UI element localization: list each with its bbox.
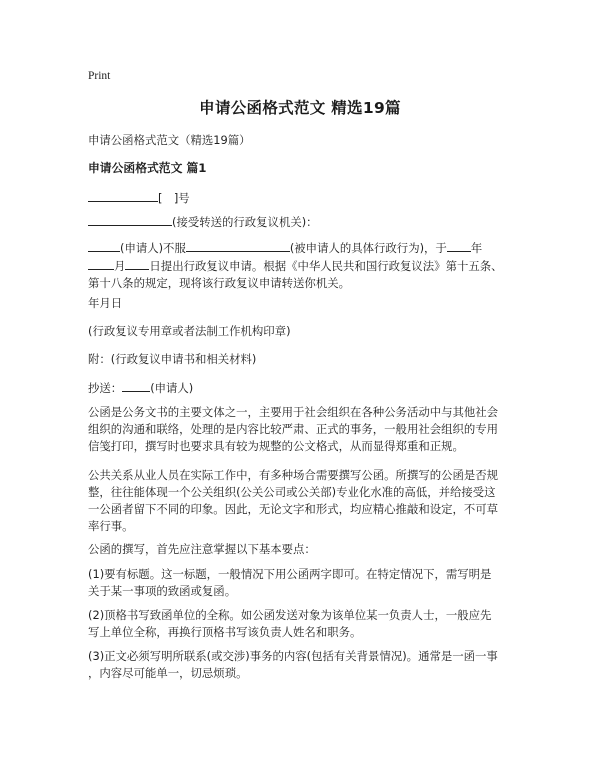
list-item-1 bbox=[88, 566, 520, 600]
blank-field bbox=[186, 239, 290, 252]
paragraph-line: 公函是公务文书的主要文体之一，主要用于社会组织在各种公务活动中与其他社会 bbox=[88, 405, 499, 419]
blank-field bbox=[88, 213, 172, 226]
blank-field bbox=[88, 189, 158, 202]
cc-tail: (申请人) bbox=[150, 381, 194, 395]
paragraph-line: 率行事。 bbox=[88, 519, 134, 533]
blank-field bbox=[88, 257, 114, 270]
blank-field bbox=[447, 239, 471, 252]
number-line bbox=[88, 189, 520, 207]
paragraph-text: 第十八条的规定，现将该行政复议申请转送你机关。 bbox=[88, 276, 350, 290]
list-item-2 bbox=[88, 607, 520, 641]
paragraph-text: 日提出行政复议申请。根据《中华人民共和国行政复议法》第十五条、 bbox=[149, 259, 503, 273]
seal-line: (行政复议专用章或者法制工作机构印章) bbox=[88, 324, 291, 338]
recipient-line bbox=[88, 213, 520, 231]
list-item-line: ，内容尽可能单一，切忌烦琐。 bbox=[88, 666, 248, 680]
section-heading: 申请公函格式范文 篇1 bbox=[88, 161, 207, 175]
applicant-text: (申请人)不服 bbox=[120, 241, 186, 255]
paragraph-forwarding bbox=[88, 239, 520, 292]
paragraph-points-intro: 公函的撰写，首先应注意掌握以下基本要点： bbox=[88, 542, 316, 556]
list-item-line: (3)正文必须写明所联系(或交涉)事务的内容(包括有关背景情况)。通常是一函一事 bbox=[88, 649, 498, 663]
paragraph-line: 一公函者留下不同的印象。因此，无论文字和形式，均应精心推敲和设定，不可草 bbox=[88, 502, 499, 516]
document-subtitle: 申请公函格式范文（精选19篇） bbox=[88, 133, 251, 147]
blank-field bbox=[122, 379, 150, 392]
print-label: Print bbox=[88, 70, 111, 82]
number-line-text: [ ]号 bbox=[158, 191, 190, 205]
list-item-line: (1)要有标题。这一标题，一般情况下用公函两字即可。在特定情况下，需写明是 bbox=[88, 567, 492, 581]
document-title: 申请公函格式范文 精选19篇 bbox=[199, 99, 401, 117]
cc-line bbox=[88, 379, 520, 397]
list-item-line: 关于某一事项的致函或复函。 bbox=[88, 584, 237, 598]
paragraph-line: 信笺打印，撰写时也要求具有较为规整的公文格式，从而显得郑重和正规。 bbox=[88, 439, 464, 453]
recipient-line-text: (接受转送的行政复议机关)： bbox=[172, 215, 318, 229]
paragraph-intro bbox=[88, 404, 520, 455]
list-item-3 bbox=[88, 648, 520, 682]
paragraph-line: 整，往往能体现一个公关组织(公关公司或公关部)专业化水准的高低，并给接受这 bbox=[88, 485, 496, 499]
year-text: 年 bbox=[470, 241, 483, 255]
date-line: 年月日 bbox=[88, 296, 123, 310]
paragraph-line: 公共关系从业人员在实际工作中，有多种场合需要撰写公函。所撰写的公函是否规 bbox=[88, 468, 499, 482]
paragraph-pr bbox=[88, 467, 520, 535]
cc-label: 抄送： bbox=[88, 381, 123, 395]
month-text: 月 bbox=[114, 259, 126, 273]
list-item-line: (2)顶格书写致函单位的全称。如公函发送对象为该单位某一负责人士，一般应先 bbox=[88, 608, 492, 622]
paragraph-line: 组织的沟通和联络，处理的是内容比较严肃、正式的事务，一般用社会组织的专用 bbox=[88, 422, 499, 436]
list-item-line: 写上单位全称，再换行顶格书写该负责人姓名和职务。 bbox=[88, 625, 362, 639]
blank-field bbox=[125, 257, 149, 270]
attachment-line: 附：(行政复议申请书和相关材料) bbox=[88, 352, 257, 366]
act-text: (被申请人的具体行政行为)，于 bbox=[289, 241, 447, 255]
blank-field bbox=[88, 239, 120, 252]
